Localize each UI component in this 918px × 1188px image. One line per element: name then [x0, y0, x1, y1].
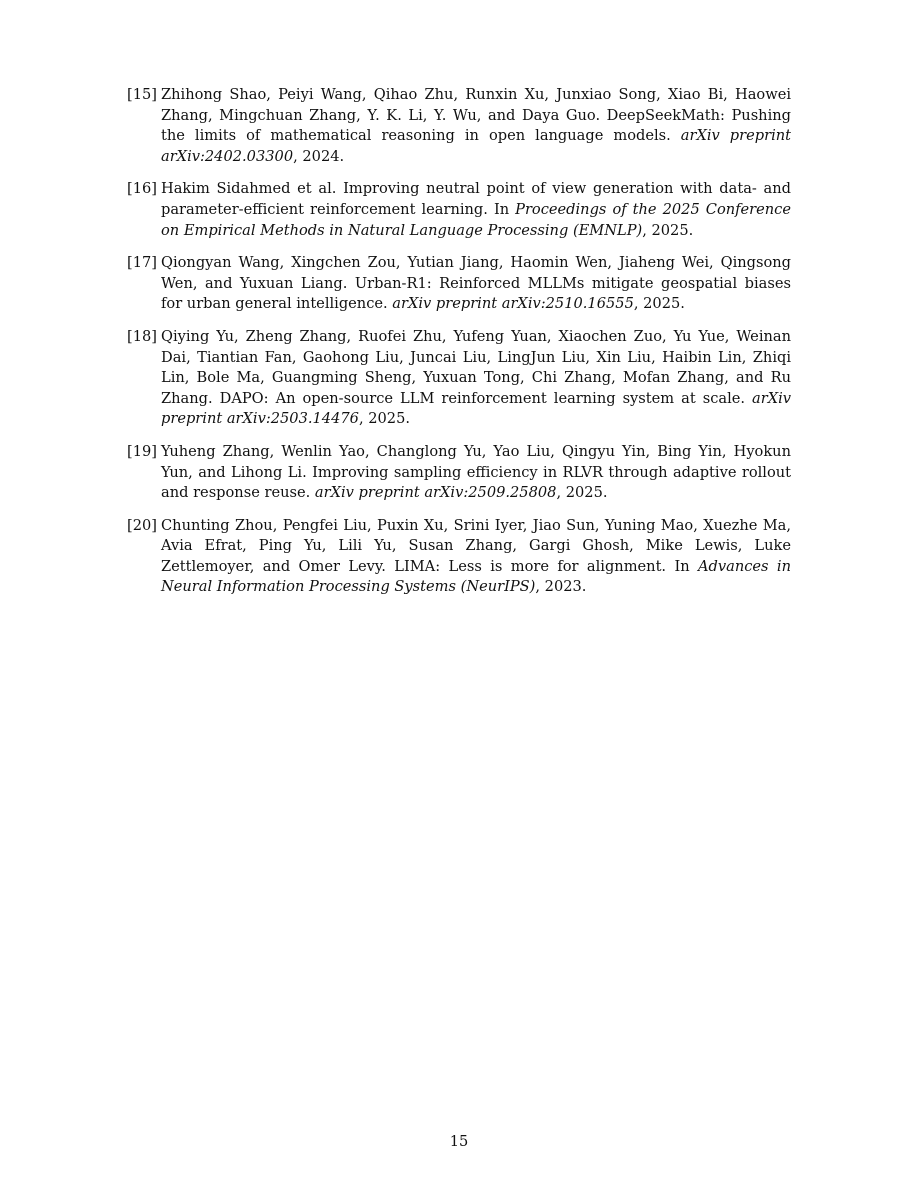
- reference-venue: arXiv preprint arXiv:2509.25808: [314, 484, 557, 502]
- reference-15: [127, 85, 791, 167]
- reference-authors-title: Yuheng Zhang, Wenlin Yao, Changlong Yu, Yao Liu, Qingyu Yin, Bing Yin, Hyokun Yun, and Lihong Li. Improving sampling efficiency in RLVR through adaptive rollout and response reuse.: [161, 442, 791, 502]
- reference-year: , 2025.: [633, 295, 685, 313]
- reference-year: , 2024.: [293, 147, 345, 165]
- reference-venue: arXiv preprint arXiv:2503.14476: [161, 389, 791, 428]
- reference-venue: Advances in Neural Information Processing Systems (NeurIPS): [161, 557, 791, 596]
- reference-authors-title: Qiying Yu, Zheng Zhang, Ruofei Zhu, Yufeng Yuan, Xiaochen Zuo, Yu Yue, Weinan Dai, Tiantian Fan, Gaohong Liu, Juncai Liu, LingJun Liu, Xin Liu, Haibin Lin, Zhiqi Lin, Bole Ma, Guangming Sheng, Yuxuan Tong, Chi Zhang, Mofan Zhang, and Ru Zhang. DAPO: An open-source LLM reinforcement learning system at scale.: [161, 327, 791, 407]
- reference-venue: arXiv preprint arXiv:2510.16555: [392, 295, 634, 313]
- reference-16: [127, 179, 791, 241]
- reference-19: [127, 442, 791, 504]
- reference-number: [19]: [127, 442, 157, 460]
- reference-venue: arXiv preprint arXiv:2402.03300: [161, 127, 792, 165]
- reference-20: [127, 516, 791, 598]
- reference-authors-title: Zhihong Shao, Peiyi Wang, Qihao Zhu, Runxin Xu, Junxiao Song, Xiao Bi, Haowei Zhang, Mingchuan Zhang, Y. K. Li, Y. Wu, and Daya Guo. DeepSeekMath: Pushing the limits of mathematical reasoning in open language models.: [161, 86, 791, 145]
- reference-year: , 2025.: [556, 484, 608, 502]
- reference-text: [161, 442, 791, 504]
- reference-venue: Proceedings of the 2025 Conference on Empirical Methods in Natural Language Processing (EMNLP): [161, 200, 791, 239]
- reference-number: [18]: [127, 327, 157, 345]
- reference-text: [161, 85, 791, 167]
- reference-text: [161, 253, 791, 315]
- reference-18: [127, 327, 791, 430]
- reference-year: , 2025.: [358, 410, 411, 428]
- reference-year: , 2025.: [642, 221, 694, 239]
- reference-authors-title: Chunting Zhou, Pengfei Liu, Puxin Xu, Srini Iyer, Jiao Sun, Yuning Mao, Xuezhe Ma, Avia Efrat, Ping Yu, Lili Yu, Susan Zhang, Gargi Ghosh, Mike Lewis, Luke Zettlemoyer, and Omer Levy. LIMA: Less is more for alignment. In: [161, 516, 791, 575]
- reference-number: [16]: [127, 180, 157, 198]
- reference-17: [127, 253, 791, 315]
- reference-number: [17]: [127, 254, 157, 272]
- reference-number: [15]: [127, 86, 157, 103]
- reference-number: [20]: [127, 516, 157, 534]
- reference-authors-title: Hakim Sidahmed et al. Improving neutral point of view generation with data- and parameter-efficient reinforcement learning. In: [161, 180, 791, 218]
- reference-list: [127, 85, 791, 610]
- reference-text: [161, 179, 791, 241]
- reference-authors-title: Qiongyan Wang, Xingchen Zou, Yutian Jiang, Haomin Wen, Jiaheng Wei, Qingsong Wen, and Yuxuan Liang. Urban-R1: Reinforced MLLMs mitigate geospatial biases for urban general intelligence.: [161, 254, 791, 313]
- reference-text: [161, 516, 791, 598]
- reference-text: [161, 327, 791, 430]
- reference-year: , 2023.: [535, 578, 587, 596]
- page-number: 15: [449, 1133, 469, 1150]
